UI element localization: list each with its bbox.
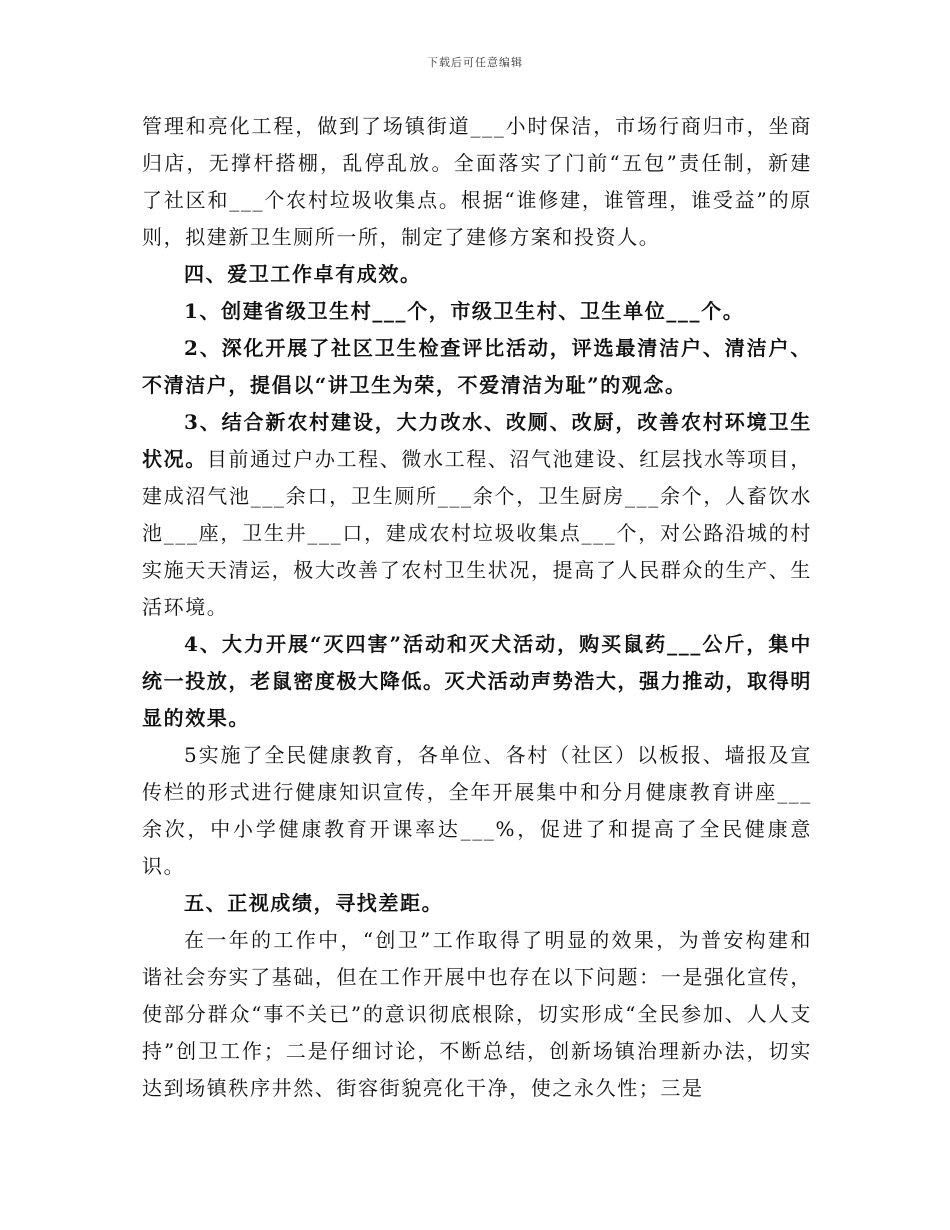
section-heading-4: 四、爱卫工作卓有成效。 xyxy=(184,262,422,286)
item-5: 5实施了全民健康教育，各单位、各村（社区）以板报、墙报及宣传栏的形式进行健康知识宣传，全年开展集中和分月健康教育讲座___余次，中小学健康教育开课率达___%，促进了和提高了全民健康意识。 xyxy=(142,743,812,878)
document-body xyxy=(142,108,812,1107)
item-3-lead: 3、结合新农村建设，大力改水、改厕、改厨，改善农村环境卫生状况。 xyxy=(142,410,812,471)
item-3 xyxy=(142,404,812,626)
item-2: 2、深化开展了社区卫生检查评比活动，评选最清洁户、清洁户、不清洁户，提倡以“讲卫生为荣，不爱清洁为耻”的观念。 xyxy=(142,336,812,397)
item-1: 1、创建省级卫生村___个，市级卫生村、卫生单位___个。 xyxy=(184,299,745,323)
item-4: 4、大力开展“灭四害”活动和灭犬活动，购买鼠药___公斤，集中统一投放，老鼠密度极大降低。灭犬活动声势浩大，强力推动，取得明显的效果。 xyxy=(142,632,812,730)
page-header: 下载后可任意编辑 xyxy=(427,56,523,69)
paragraph-summary: 在一年的工作中，“创卫”工作取得了明显的效果，为普安构建和谐社会夯实了基础，但在工作开展中也存在以下问题：一是强化宣传，使部分群众“事不关已”的意识彻底根除，切实形成“全民参加、人人支持”创卫工作；二是仔细讨论，不断总结，创新场镇治理新办法，切实达到场镇秩序井然、街容街貌亮化干净，使之永久性；三是 xyxy=(142,928,812,1100)
section-heading-5: 五、正视成绩，寻找差距。 xyxy=(184,891,444,915)
paragraph-continuation: 管理和亮化工程，做到了场镇街道___小时保洁，市场行商归市，坐商归店，无撑杆搭棚，乱停乱放。全面落实了门前“五包”责任制，新建了社区和___个农村垃圾收集点。根据“谁修建，谁管理，谁受益”的原则，拟建新卫生厕所一所，制定了建修方案和投资人。 xyxy=(142,114,812,249)
item-3-body: 目前通过户办工程、微水工程、沼气池建设、红层找水等项目，建成沼气池___余口，卫生厕所___余个，卫生厨房___余个，人畜饮水池___座，卫生井___口，建成农村垃圾收集点___个，对公路沿城的村实施天天清运，极大改善了农村卫生状况，提高了人民群众的生产、生活环境。 xyxy=(142,447,812,619)
